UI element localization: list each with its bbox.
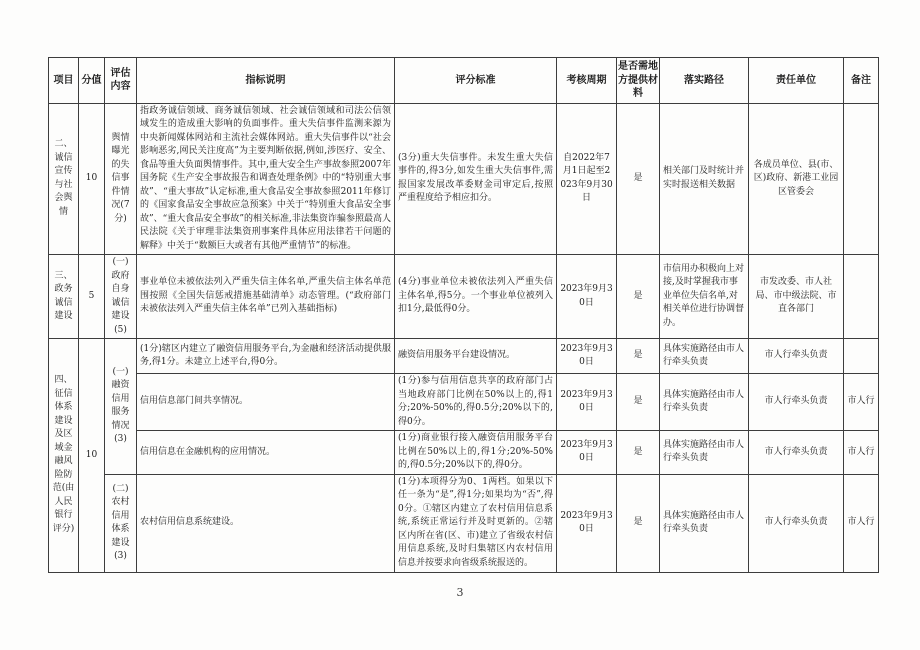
cell-content: (一)政府自身诚信建设(5) [105,255,137,339]
cell-material: 是 [617,103,660,255]
cell-content: (二)农村信用体系建设(3) [105,474,137,572]
table-row-section4-1 [49,339,879,374]
cell-unit: 市人行牵头负责 [749,339,844,374]
header-material: 是否需地方提供材料 [617,58,660,104]
cell-path: 具体实施路径由市人行牵头负责 [660,474,749,572]
cell-indicator: 事业单位未被依法列入严重失信主体名单,严重失信主体名单范围按照《全国失信惩戒措施基础清单》动态管理。(“政府部门未被依法列入严重失信主体名单”已列入基础指标) [137,255,395,339]
cell-material: 是 [617,431,660,475]
cell-indicator: 信用信息在金融机构的应用情况。 [137,431,395,475]
cell-indicator: 信用信息部门间共享情况。 [137,374,395,431]
table-row-section2 [49,103,879,255]
page-number: 3 [456,586,464,599]
cell-note [844,255,879,339]
cell-score: 5 [79,255,105,339]
cell-path: 具体实施路径由市人行牵头负责 [660,339,749,374]
cell-criteria: (3分)重大失信事件。未发生重大失信事件的,得3分,如发生重大失信事件,需报国家发展改革委财金司审定后,按照严重程度给予相应扣分。 [395,103,557,255]
evaluation-indicator-table [48,57,879,573]
table-row-section4-2 [49,374,879,431]
cell-note: 市人行 [844,431,879,475]
header-path: 落实路径 [660,58,749,104]
cell-unit: 市人行牵头负责 [749,431,844,475]
header-indicator: 指标说明 [137,58,395,104]
cell-period: 2023年9月30日 [557,431,617,475]
table-header-row [49,58,879,104]
cell-content: 舆情曝光的失信事件情况(7分) [105,103,137,255]
header-period: 考核周期 [557,58,617,104]
cell-project: 三、政务诚信建设 [49,255,79,339]
cell-note [844,339,879,374]
cell-project: 四、征信体系建设及区域金融风险防范(由人民银行评分) [49,339,79,573]
cell-path: 具体实施路径由市人行牵头负责 [660,374,749,431]
cell-project: 二、诚信宣传与社会舆情 [49,103,79,255]
cell-criteria: 融资信用服务平台建设情况。 [395,339,557,374]
cell-note [844,103,879,255]
cell-score: 10 [79,103,105,255]
cell-note: 市人行 [844,374,879,431]
cell-criteria: (1分)商业银行接入融资信用服务平台比例在50%以上的,得1分;20%-50%的,得0.5分;20%以下的,得0分。 [395,431,557,475]
cell-score: 10 [79,339,105,573]
header-content: 评估内容 [105,58,137,104]
cell-criteria: (1分)参与信用信息共享的政府部门占当地政府部门比例在50%以上的,得1分;20%-50%的,得0.5分;20%以下的,得0分。 [395,374,557,431]
header-unit: 责任单位 [749,58,844,104]
table-row-section4-3 [49,431,879,475]
header-project: 项目 [49,58,79,104]
cell-path: 相关部门及时统计并实时报送相关数据 [660,103,749,255]
cell-unit: 市人行牵头负责 [749,374,844,431]
cell-indicator: (1分)辖区内建立了融资信用服务平台,为金融和经济活动提供服务,得1分。未建立上述平台,得0分。 [137,339,395,374]
cell-period: 2023年9月30日 [557,339,617,374]
cell-path: 市信用办积极向上对接,及时掌握我市事业单位失信名单,对相关单位进行协调督办。 [660,255,749,339]
table-row-section3 [49,255,879,339]
cell-material: 是 [617,474,660,572]
cell-unit: 市发改委、市人社局、市中级法院、市直各部门 [749,255,844,339]
table-row-section4-4 [49,474,879,572]
header-criteria: 评分标准 [395,58,557,104]
cell-material: 是 [617,374,660,431]
cell-material: 是 [617,339,660,374]
cell-indicator: 指政务诚信领域、商务诚信领域、社会诚信领域和司法公信领域发生的造成重大影响的负面事件。重大失信事件监测来源为中央新闻媒体网站和主流社会媒体网站。重大失信事件以“社会影响恶劣,网民关注度高”为主要判断依据,例如,涉医疗、安全、食品等重大负面舆情事件。其中,重大安全生产事故参照2007年国务院《生产安全事故报告和调查处理条例》中的“特别重大事故”、“重大事故”认定标准,重大食品安全事故参照2011年修订的《国家食品安全事故应急预案》中关于“特别重大食品安全事故”、“重大食品安全事故”的相关标准,非法集资诈骗参照最高人民法院《关于审理非法集资刑事案件具体应用法律若干问题的解释》中关于“数额巨大或者有其他严重情节”的标准。 [137,103,395,255]
cell-unit: 市人行牵头负责 [749,474,844,572]
cell-criteria: (1分)本项得分为0、1两档。如果以下任一条为“是”,得1分;如果均为“否”,得0分。①辖区内建立了农村信用信息系统,系统正常运行并及时更新的。②辖区内所在省(区、市)建立了省级农村信用信息系统,及时归集辖区内农村信用信息并按要求向省级系统报送的。 [395,474,557,572]
cell-criteria: (4分)事业单位未被依法列入严重失信主体名单,得5分。一个事业单位被列入扣1分,最低得0分。 [395,255,557,339]
cell-unit: 各成员单位、县(市、区)政府、新港工业园区管委会 [749,103,844,255]
cell-path: 具体实施路径由市人行牵头负责 [660,431,749,475]
cell-content: (一)融资信用服务情况(3) [105,339,137,475]
cell-indicator: 农村信用信息系统建设。 [137,474,395,572]
cell-material: 是 [617,255,660,339]
cell-period: 2023年9月30日 [557,374,617,431]
cell-period: 2023年9月30日 [557,474,617,572]
cell-period: 2023年9月30日 [557,255,617,339]
cell-period: 自2022年7月1日起至2023年9月30日 [557,103,617,255]
header-note: 备注 [844,58,879,104]
header-score: 分值 [79,58,105,104]
cell-note: 市人行 [844,474,879,572]
